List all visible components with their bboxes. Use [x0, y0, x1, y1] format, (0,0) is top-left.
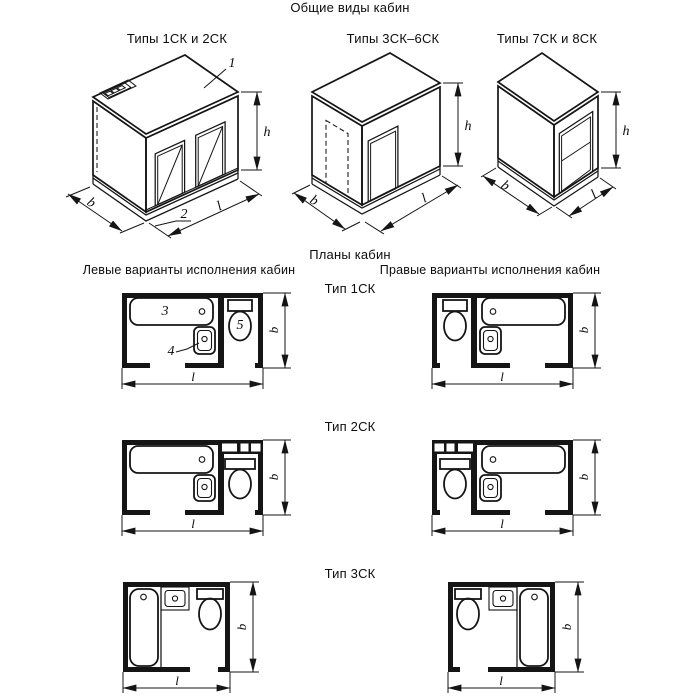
partition-wall	[218, 293, 224, 368]
cabin-body	[93, 55, 238, 221]
toilet-bowl	[229, 470, 251, 499]
cabin-roof	[498, 53, 598, 121]
page-title: Общие виды кабин	[290, 0, 410, 15]
toilet-tank	[225, 459, 255, 469]
toilet-tank	[455, 589, 481, 599]
bathtub	[130, 589, 158, 666]
plan-1sk-left	[115, 288, 300, 393]
washbasin-drain	[202, 336, 207, 341]
dimension-l	[432, 368, 573, 389]
dim-label-l: l	[500, 516, 504, 531]
cabin-left-wall	[93, 101, 146, 212]
toilet-tank	[443, 300, 467, 311]
floor-slab	[498, 158, 598, 206]
bathtub-drain	[199, 309, 205, 315]
bathtub	[130, 446, 213, 473]
bathtub	[482, 298, 565, 325]
room	[123, 582, 230, 672]
dimension-h	[443, 83, 472, 166]
toilet-bowl	[444, 470, 466, 499]
bathtub	[482, 446, 565, 473]
wall-bottom-a	[122, 363, 150, 368]
dimension-b	[573, 293, 601, 368]
dim-label-l: l	[500, 369, 504, 384]
plan-2sk-left	[115, 435, 300, 540]
dimension-h	[241, 92, 271, 170]
plans-section-title: Планы кабин	[309, 247, 391, 262]
toilet-tank	[197, 589, 223, 599]
cabin-front-wall	[362, 87, 440, 205]
plan-3sk-right	[430, 575, 585, 700]
washbasin-inner	[165, 591, 185, 607]
bathtub-drain	[141, 594, 147, 600]
plan-3sk-left	[115, 575, 270, 700]
dim-label-l: l	[499, 673, 503, 688]
dim-label-l: l	[214, 199, 225, 215]
dimension-l	[122, 368, 263, 389]
room	[432, 293, 573, 368]
washbasin-drain	[172, 596, 177, 601]
part-label-floor: 2	[180, 207, 188, 222]
bathtub	[520, 589, 548, 666]
dim-label-b: b	[266, 326, 281, 334]
washbasin-inner	[198, 331, 212, 351]
caption-types-3sk-6sk: Типы 3СК–6СК	[346, 31, 440, 46]
partition-wall	[471, 293, 477, 368]
vent-block	[218, 440, 263, 454]
plan-1sk-right	[420, 288, 605, 393]
row-label-type-2sk: Тип 2СК	[324, 419, 376, 434]
left-variants-header: Левые варианты исполнения кабин	[82, 263, 296, 277]
iso-view-types-7sk-8sk	[480, 50, 655, 245]
wall-left	[122, 293, 127, 368]
dim-label-b: b	[559, 623, 574, 631]
part-label-roof: 1	[228, 56, 236, 71]
caption-types-1sk-2sk: Типы 1СК и 2СК	[126, 31, 228, 46]
part-label-bath: 3	[161, 304, 169, 319]
toilet-tank	[440, 459, 470, 469]
dim-label-b: b	[306, 192, 321, 210]
dimension-l	[122, 515, 263, 536]
cabin-roof	[312, 53, 440, 122]
room	[448, 582, 555, 672]
toilet-bowl	[199, 599, 221, 630]
dim-label-l: l	[588, 187, 600, 203]
dimension-l	[123, 672, 230, 693]
wall-right	[258, 293, 263, 368]
dim-label-b: b	[497, 177, 513, 195]
dim-label-h: h	[622, 124, 630, 139]
dimension-b	[263, 440, 291, 515]
dimension-b	[230, 582, 259, 672]
dim-label-l: l	[191, 369, 195, 384]
dim-label-b: b	[234, 623, 249, 631]
room	[432, 440, 573, 515]
bathtub	[130, 298, 213, 325]
leader-washbasin	[176, 343, 199, 352]
toilet-bowl	[444, 312, 466, 341]
dimension-l	[432, 515, 573, 536]
room	[122, 440, 263, 515]
dimension-l	[448, 672, 555, 693]
dim-label-b: b	[83, 194, 99, 212]
row-label-type-3sk: Тип 3СК	[324, 566, 376, 581]
dim-label-h: h	[464, 119, 472, 134]
dim-label-l: l	[419, 191, 430, 207]
leader-roof	[204, 69, 226, 88]
iso-view-types-1sk-2sk	[55, 50, 285, 250]
dimension-h	[601, 92, 630, 168]
part-label-washbasin: 4	[167, 344, 175, 359]
cabin-body	[312, 53, 440, 214]
row-label-type-1sk: Тип 1СК	[324, 281, 376, 296]
dimension-l	[149, 181, 262, 238]
door-opening	[559, 112, 592, 194]
dimension-b	[481, 168, 552, 216]
vent-block	[432, 440, 477, 454]
iso-view-types-3sk-6sk	[290, 50, 480, 245]
dim-label-b: b	[266, 473, 281, 481]
dim-label-l: l	[191, 516, 195, 531]
dim-label-h: h	[263, 125, 271, 140]
door-opening	[368, 126, 398, 202]
roof-vent-grille	[100, 80, 136, 99]
caption-types-7sk-8sk: Типы 7СК и 8СК	[496, 31, 598, 46]
dimension-b	[263, 293, 291, 368]
wall-bottom-c	[255, 363, 263, 368]
toilet-bowl	[457, 599, 479, 630]
dimension-b	[555, 582, 584, 672]
right-variants-header: Правые варианты исполнения кабин	[379, 263, 601, 277]
dimension-b	[573, 440, 601, 515]
cabin-body	[498, 53, 598, 206]
dim-label-l: l	[175, 673, 179, 688]
dimension-l	[556, 178, 616, 218]
dim-label-b: b	[576, 473, 591, 481]
dim-label-b: b	[576, 326, 591, 334]
toilet-tank	[228, 300, 252, 311]
wall-bottom-b	[185, 363, 218, 368]
dimension-b	[66, 187, 144, 233]
part-label-toilet: 5	[236, 318, 244, 333]
plan-2sk-right	[420, 435, 605, 540]
